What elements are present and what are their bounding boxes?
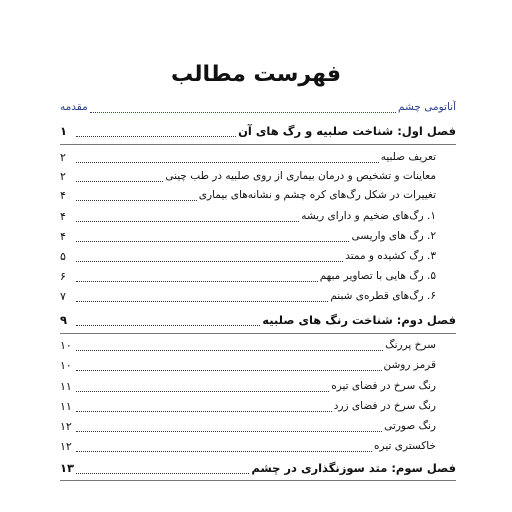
dot-leader [76, 379, 329, 392]
dot-leader [76, 313, 260, 326]
chapter-divider [60, 333, 456, 334]
toc-entry [60, 336, 436, 354]
toc-entry [60, 207, 436, 225]
toc-entry-page: ۲ [60, 150, 66, 164]
toc-entry-page: ۱۱ [60, 399, 72, 413]
toc-entry [60, 287, 436, 305]
toc-entry-page: ۱۲ [60, 419, 72, 433]
toc-entry [60, 356, 436, 374]
toc-entry-label: ۲. رگ های واریسی [351, 230, 436, 242]
toc-entry [60, 267, 436, 285]
dot-leader [76, 399, 332, 412]
toc-entry-label: ۵. رگ هایی با تصاویر مبهم [319, 270, 436, 282]
dot-leader [76, 269, 318, 282]
toc-entry-label: سرخ پررنگ [385, 339, 436, 351]
toc-entry-label: خاکستری تیره [374, 440, 436, 452]
toc-entry-page: ۱۱ [60, 379, 72, 393]
toc-chapter-label: فصل سوم: متد سوزنگذاری در چشم [251, 461, 456, 475]
toc-entry-page: ۱۲ [60, 439, 72, 453]
toc-entry-label: قرمز روشن [383, 359, 436, 371]
dot-leader [76, 419, 382, 432]
toc-chapter-label: فصل دوم: شناخت رنگ های صلبیه [262, 313, 456, 327]
toc-entry-page: مقدمه [60, 101, 88, 113]
toc-entry-page: ۴ [60, 229, 66, 243]
toc-chapter-page: ۱ [60, 124, 68, 138]
toc-entry-page: ۱۰ [60, 338, 72, 352]
dot-leader [90, 100, 396, 113]
toc-entry-intro [60, 98, 456, 116]
toc-chapter-page: ۹ [60, 313, 68, 327]
dot-leader [76, 439, 372, 452]
toc-entry [60, 186, 436, 204]
toc-entry-label: تعریف صلبیه [380, 151, 436, 163]
dot-leader [76, 338, 383, 351]
dot-leader [76, 188, 197, 201]
toc-chapter-page: ۱۳ [60, 461, 75, 475]
dot-leader [76, 289, 328, 302]
toc-entry-label: رنگ سرخ در فضای زرد [333, 400, 436, 412]
toc-entry-label: ۳. رگ کشیده و ممتد [345, 250, 436, 262]
dot-leader [76, 461, 249, 474]
dot-leader [76, 169, 163, 182]
dot-leader [76, 249, 343, 262]
dot-leader [76, 209, 299, 222]
toc-entry-label: معاینات و تشخیص و درمان بیماری از روی صلبیه در طب چینی [165, 170, 436, 182]
toc-entry-label: تغییرات در شکل رگ‌های کره چشم و نشانه‌های بیماری [198, 189, 436, 201]
toc-entry-label: رنگ صورتی [384, 420, 436, 432]
toc-entry-label: ۱. رگ‌های ضخیم و دارای ریشه [301, 210, 436, 222]
toc-chapter-1 [60, 122, 456, 140]
toc-entry-page: ۶ [60, 269, 66, 283]
toc-entry-label: ۶. رگ‌های قطره‌ی شبنم [330, 290, 436, 302]
page-title: فهرست مطالب [170, 62, 342, 87]
toc-entry [60, 247, 436, 265]
toc-entry [60, 377, 436, 395]
toc-entry [60, 148, 436, 166]
toc-entry-page: ۷ [60, 289, 66, 303]
dot-leader [76, 124, 236, 137]
dot-leader [76, 358, 382, 371]
toc-entry [60, 167, 436, 185]
toc-chapter-label: فصل اول: شناخت صلبیه و رگ های آن [238, 124, 456, 138]
toc-entry-page: ۵ [60, 249, 66, 263]
toc-entry [60, 417, 436, 435]
toc-entry-page: ۴ [60, 209, 66, 223]
toc-entry-page: ۱۰ [60, 358, 72, 372]
toc-entry [60, 227, 436, 245]
dot-leader [76, 229, 349, 242]
toc-entry [60, 437, 436, 455]
chapter-divider [60, 144, 456, 145]
toc-chapter-2 [60, 311, 456, 329]
dot-leader [76, 150, 379, 163]
chapter-divider [60, 480, 456, 481]
toc-entry-page: ۲ [60, 169, 66, 183]
toc-entry-page: ۴ [60, 188, 66, 202]
toc-entry-label: رنگ سرخ در فضای تیره [331, 380, 436, 392]
toc-entry-label: آناتومی چشم [398, 101, 456, 113]
toc-chapter-3 [60, 459, 456, 477]
toc-entry [60, 397, 436, 415]
